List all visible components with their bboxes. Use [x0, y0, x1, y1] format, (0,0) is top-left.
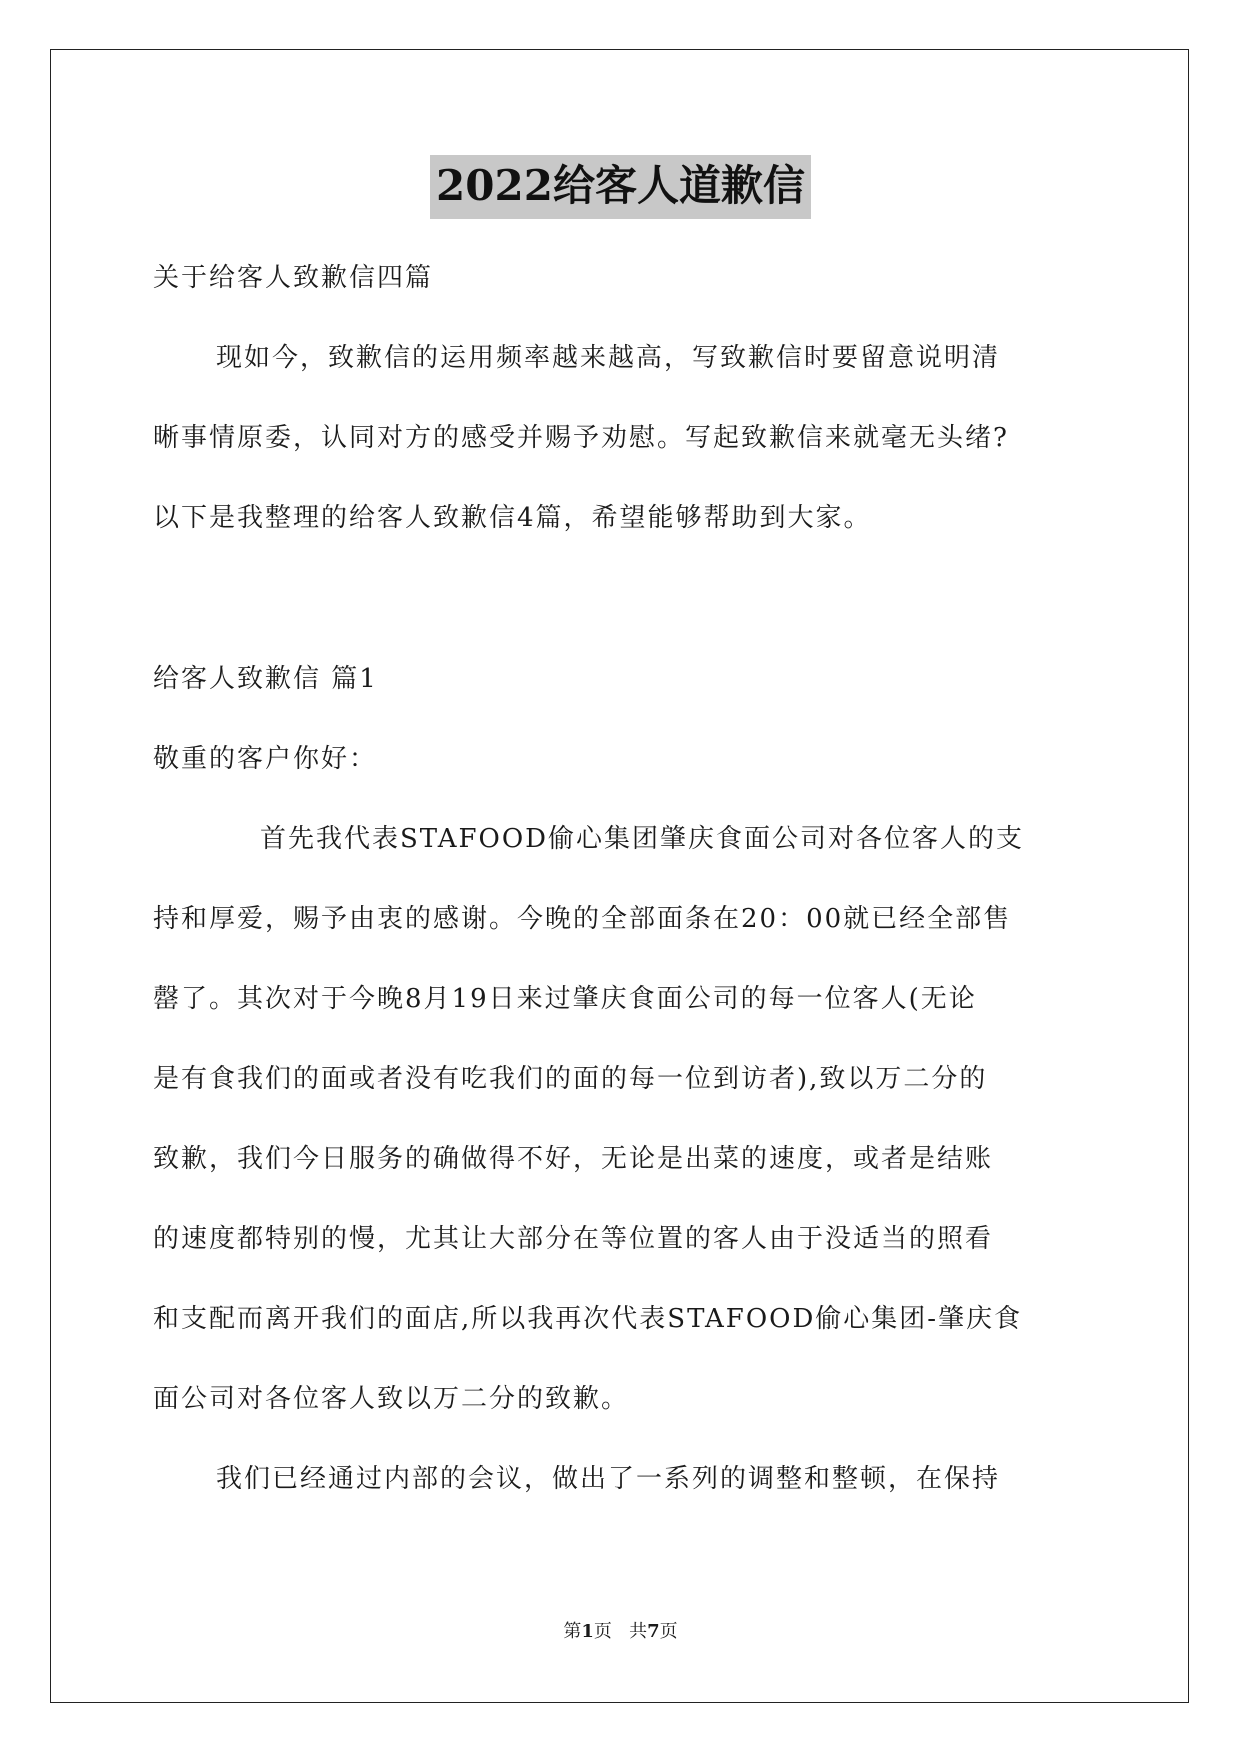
footer-total-suffix: 页	[659, 1621, 678, 1642]
page-footer	[0, 1617, 1241, 1643]
paragraph-line: 和支配而离开我们的面店,所以我再次代表STAFOOD偷心集团-肇庆食	[153, 1304, 1023, 1334]
blank-line	[153, 558, 1093, 639]
subtitle: 关于给客人致歉信四篇	[153, 263, 434, 293]
paragraph-line: 的速度都特别的慢，尤其让大部分在等位置的客人由于没适当的照看	[153, 1224, 994, 1254]
footer-total-pages: 7	[647, 1621, 660, 1642]
document-body	[153, 238, 1093, 1519]
paragraph-line: 是有食我们的面或者没有吃我们的面的每一位到访者),致以万二分的	[153, 1064, 988, 1094]
paragraph-line: 首先我代表STAFOOD偷心集团肇庆食面公司对各位客人的支	[260, 824, 1025, 854]
intro-line: 晰事情原委，认同对方的感受并赐予劝慰。写起致歉信来就毫无头绪?	[153, 423, 1009, 453]
salutation: 敬重的客户你好：	[153, 744, 378, 774]
paragraph-line: 致歉，我们今日服务的确做得不好，无论是出菜的速度，或者是结账	[153, 1144, 994, 1174]
footer-total-prefix: 共	[629, 1621, 648, 1642]
paragraph-line: 持和厚爱，赐予由衷的感谢。今晚的全部面条在20：00就已经全部售	[153, 904, 1012, 934]
paragraph-line: 罄了。其次对于今晚8月19日来过肇庆食面公司的每一位客人(无论	[153, 984, 977, 1014]
paragraph-line: 我们已经通过内部的会议，做出了一系列的调整和整顿，在保持	[216, 1464, 1001, 1494]
footer-page-number: 1	[581, 1621, 594, 1642]
paragraph-line: 面公司对各位客人致以万二分的致歉。	[153, 1384, 630, 1414]
intro-line: 现如今，致歉信的运用频率越来越高，写致歉信时要留意说明清	[216, 343, 1001, 373]
footer-page-prefix: 第	[563, 1621, 582, 1642]
document-title: 2022给客人道歉信	[430, 155, 811, 219]
footer-page-suffix: 页	[593, 1621, 612, 1642]
section-heading: 给客人致歉信 篇1	[153, 664, 378, 694]
title-container	[0, 155, 1241, 219]
intro-line: 以下是我整理的给客人致歉信4篇，希望能够帮助到大家。	[153, 503, 872, 533]
